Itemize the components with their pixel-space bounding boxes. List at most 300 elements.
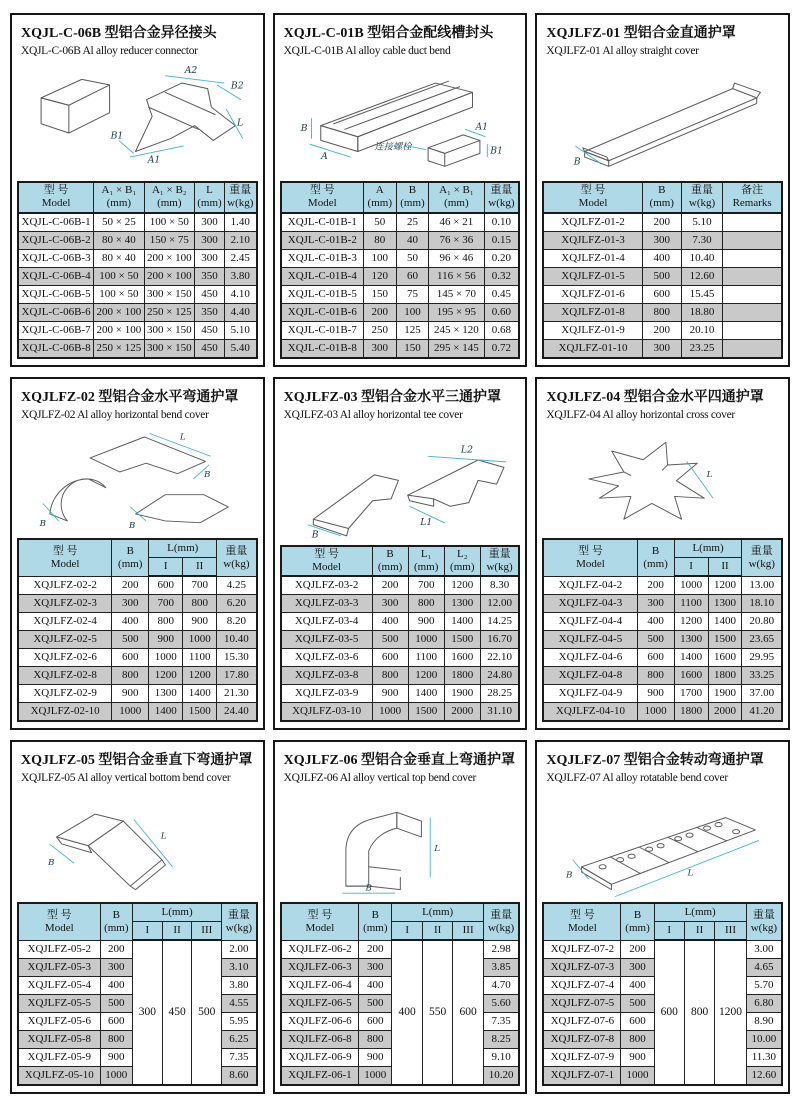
table-row	[18, 267, 257, 285]
table-cell: 1500	[183, 703, 217, 722]
table-cell: 700	[149, 595, 183, 613]
column-subheader: I	[133, 922, 163, 941]
table-cell: 4.10	[224, 285, 256, 303]
table-cell: 23.25	[681, 339, 722, 358]
table-cell: 300	[621, 958, 654, 976]
merged-length-cell: 600	[453, 940, 483, 1085]
table-cell: 21.30	[217, 685, 257, 703]
table-row	[543, 285, 782, 303]
table-cell: XQJLFZ-07-8	[543, 1030, 621, 1048]
table-cell: 200	[642, 213, 681, 232]
table-cell: 2.10	[224, 231, 256, 249]
table-cell: XQJL-C-06B-1	[18, 213, 94, 232]
panel-title-block	[537, 379, 788, 421]
table-cell: 1800	[444, 667, 480, 685]
table-cell	[723, 339, 782, 358]
spec-table-container	[12, 181, 263, 364]
table-cell: 600	[149, 576, 183, 595]
table-cell: 18.80	[681, 303, 722, 321]
table-row	[281, 213, 520, 232]
table-cell: 23.65	[742, 631, 782, 649]
table-cell: 13.00	[742, 576, 782, 595]
table-cell: 24.80	[480, 667, 519, 685]
table-row	[18, 249, 257, 267]
table-cell: XQJLFZ-03-3	[281, 595, 372, 613]
table-cell: 1500	[708, 631, 742, 649]
table-cell: 250 × 125	[144, 303, 194, 321]
table-cell: 295 × 145	[429, 339, 484, 358]
table-cell: 800	[149, 613, 183, 631]
table-cell: 1400	[408, 685, 444, 703]
table-cell: 5.60	[483, 994, 519, 1012]
column-header: 型 号 Model	[543, 903, 621, 940]
table-cell: 1300	[708, 595, 742, 613]
column-header: 型 号 Model	[18, 182, 94, 212]
product-drawing-top-bend	[275, 784, 526, 902]
table-row	[18, 613, 257, 631]
table-cell	[723, 303, 782, 321]
table-cell: XQJLFZ-01-8	[543, 303, 642, 321]
table-cell: XQJLFZ-03-5	[281, 631, 372, 649]
table-cell: XQJLFZ-05-3	[18, 958, 100, 976]
column-subheader: III	[192, 922, 222, 941]
dim-label: L	[160, 832, 167, 843]
table-cell: 80 × 40	[94, 249, 144, 267]
panel-title-cn: XQJLFZ-04 型铝合金水平四通护罩	[546, 389, 764, 405]
column-header: 重量 w(kg)	[480, 546, 519, 576]
panel-straight-cover	[535, 13, 790, 367]
column-header: 重量 w(kg)	[742, 539, 782, 576]
table-cell: 50	[396, 249, 429, 267]
column-header: B (mm)	[621, 903, 654, 940]
table-cell: 200	[637, 576, 674, 595]
table-cell: 300 × 150	[144, 339, 194, 358]
table-cell: 4.40	[224, 303, 256, 321]
table-cell: 14.25	[480, 613, 519, 631]
table-cell: XQJLFZ-06-8	[281, 1030, 359, 1048]
table-cell: XQJL-C-06B-6	[18, 303, 94, 321]
table-row	[281, 285, 520, 303]
merged-length-cell: 1200	[715, 940, 746, 1085]
table-cell: XQJLFZ-05-8	[18, 1030, 100, 1048]
table-row	[543, 613, 782, 631]
panel-title-en: XQJLFZ-07 Al alloy rotatable bend cover	[546, 772, 728, 785]
table-cell: 1300	[149, 685, 183, 703]
product-drawing-tee	[275, 421, 526, 545]
table-row	[281, 685, 520, 703]
vertical-top-bend-line-art	[279, 786, 522, 900]
reducer-connector-line-art	[16, 59, 259, 179]
panel-title-block	[12, 379, 263, 421]
table-cell: 46 × 21	[429, 213, 484, 232]
column-subheader: I	[392, 922, 422, 941]
panel-horizontal-cross-cover	[535, 377, 790, 731]
dim-label: B	[574, 156, 581, 168]
table-cell: 200 × 100	[94, 303, 144, 321]
table-row	[543, 303, 782, 321]
table-cell: 8.20	[217, 613, 257, 631]
table-row	[281, 649, 520, 667]
table-cell: 900	[100, 1048, 132, 1066]
product-drawing-cross	[537, 421, 788, 539]
table-cell: XQJL-C-06B-7	[18, 321, 94, 339]
column-subheader: I	[149, 558, 183, 577]
table-cell: 0.32	[484, 267, 519, 285]
table-cell: 16.70	[480, 631, 519, 649]
column-header: B (mm)	[112, 539, 149, 576]
table-cell: 1200	[149, 667, 183, 685]
table-cell: 1400	[674, 649, 708, 667]
table-row	[18, 649, 257, 667]
table-cell: XQJL-C-06B-3	[18, 249, 94, 267]
panel-rotatable-bend-cover	[535, 740, 790, 1094]
table-cell: 1100	[408, 649, 444, 667]
table-cell: 300 × 150	[144, 321, 194, 339]
column-header: B (mm)	[100, 903, 132, 940]
panel-title-cn: XQJLFZ-07 型铝合金转动弯通护罩	[546, 753, 764, 769]
table-row	[18, 321, 257, 339]
table-cell: XQJL-C-06B-2	[18, 231, 94, 249]
column-header: 型 号 Model	[543, 539, 637, 576]
dim-label: B	[365, 883, 372, 894]
table-cell: 20.10	[681, 321, 722, 339]
table-cell: 20.80	[742, 613, 782, 631]
column-header: 型 号 Model	[281, 546, 372, 576]
spec-table	[280, 181, 521, 358]
table-cell: 1200	[444, 576, 480, 595]
table-cell: 1000	[637, 703, 674, 722]
panel-title-cn: XQJL-C-01B 型铝合金配线槽封头	[283, 26, 494, 41]
table-cell: 1100	[183, 649, 217, 667]
panel-title-en: XQJLFZ-01 Al alloy straight cover	[546, 45, 699, 57]
panel-horizontal-bend-cover	[10, 377, 265, 731]
table-cell: 1000	[408, 631, 444, 649]
table-cell: XQJLFZ-06-5	[281, 994, 359, 1012]
table-cell	[723, 231, 782, 249]
table-cell: 5.40	[224, 339, 256, 358]
table-cell: XQJLFZ-03-10	[281, 703, 372, 722]
table-cell: XQJLFZ-01-6	[543, 285, 642, 303]
table-cell: 24.40	[217, 703, 257, 722]
table-row	[18, 595, 257, 613]
panel-title-cn: XQJLFZ-06 型铝合金垂直上弯通护罩	[283, 753, 516, 769]
merged-length-cell: 800	[684, 940, 714, 1085]
table-cell: 500	[637, 631, 674, 649]
table-cell: 1000	[149, 649, 183, 667]
table-cell: XQJLFZ-07-3	[543, 958, 621, 976]
table-cell: XQJLFZ-06-4	[281, 976, 359, 994]
table-cell: 50 × 25	[94, 213, 144, 232]
table-cell: 300	[363, 339, 396, 358]
table-row	[543, 595, 782, 613]
column-header: A₁ × B₁ (mm)	[429, 182, 484, 212]
column-header: L (mm)	[195, 182, 225, 212]
table-cell: XQJLFZ-04-10	[543, 703, 637, 722]
dim-label: B1	[489, 145, 503, 157]
table-cell: 3.10	[222, 958, 257, 976]
table-cell: 31.10	[480, 703, 519, 722]
table-cell: 600	[637, 649, 674, 667]
table-cell: XQJLFZ-01-4	[543, 249, 642, 267]
table-cell: XQJLFZ-05-2	[18, 940, 100, 958]
panel-title-cn: XQJLFZ-03 型铝合金水平三通护罩	[283, 389, 502, 405]
panel-title-en: XQJLFZ-06 Al alloy vertical top bend cover	[283, 772, 477, 785]
table-cell: 60	[396, 267, 429, 285]
table-row	[18, 303, 257, 321]
panel-title-block	[275, 742, 526, 784]
column-header: A (mm)	[363, 182, 396, 212]
table-cell: 10.40	[217, 631, 257, 649]
table-cell: 600	[112, 649, 149, 667]
table-cell: XQJLFZ-07-1	[543, 1066, 621, 1085]
table-cell: 0.20	[484, 249, 519, 267]
table-cell: 1000	[183, 631, 217, 649]
table-cell: 3.80	[224, 267, 256, 285]
table-cell: 0.45	[484, 285, 519, 303]
column-header: L(mm)	[149, 539, 217, 558]
table-cell: 75	[396, 285, 429, 303]
table-cell: XQJLFZ-03-6	[281, 649, 372, 667]
table-row	[281, 249, 520, 267]
table-cell: 900	[621, 1048, 654, 1066]
table-cell: 500	[642, 267, 681, 285]
table-cell: 700	[408, 576, 444, 595]
table-cell: 8.25	[483, 1030, 519, 1048]
table-row	[281, 303, 520, 321]
table-row	[543, 576, 782, 595]
column-header: 型 号 Model	[281, 903, 359, 940]
table-cell: XQJL-C-01B-7	[281, 321, 364, 339]
dim-label: L	[236, 117, 244, 129]
panel-vertical-top-bend-cover	[273, 740, 528, 1094]
table-cell: 6.80	[746, 994, 782, 1012]
table-cell: XQJLFZ-03-9	[281, 685, 372, 703]
table-row	[281, 703, 520, 722]
table-cell: 3.80	[222, 976, 257, 994]
table-cell: 40	[396, 231, 429, 249]
table-cell: 450	[195, 339, 225, 358]
table-cell: XQJLFZ-04-3	[543, 595, 637, 613]
table-cell: 400	[100, 976, 132, 994]
table-row	[18, 213, 257, 232]
dim-label: B	[39, 518, 47, 529]
column-header: L₂ (mm)	[444, 546, 480, 576]
table-cell: 1000	[674, 576, 708, 595]
table-cell: 116 × 56	[429, 267, 484, 285]
dim-label: B	[48, 858, 55, 869]
column-header: L(mm)	[392, 903, 483, 922]
table-cell: 400	[621, 976, 654, 994]
table-row	[281, 339, 520, 358]
table-cell: 350	[195, 303, 225, 321]
table-cell: XQJL-C-06B-4	[18, 267, 94, 285]
table-cell	[723, 321, 782, 339]
dim-label: A1	[147, 154, 161, 166]
spec-table-container	[12, 538, 263, 728]
table-cell: 11.30	[746, 1048, 782, 1066]
table-cell: 600	[100, 1012, 132, 1030]
table-cell: XQJL-C-01B-4	[281, 267, 364, 285]
table-cell: XQJLFZ-06-3	[281, 958, 359, 976]
table-cell: 12.60	[681, 267, 722, 285]
table-cell: 0.72	[484, 339, 519, 358]
table-cell: 800	[637, 667, 674, 685]
column-subheader: I	[674, 558, 708, 577]
panel-title-block	[537, 15, 788, 57]
table-cell: 400	[372, 613, 408, 631]
table-cell: 1900	[708, 685, 742, 703]
table-cell: 12.00	[480, 595, 519, 613]
cross-cover-line-art	[541, 423, 784, 537]
column-subheader: II	[422, 922, 452, 941]
table-cell: 1200	[674, 613, 708, 631]
table-cell	[723, 267, 782, 285]
table-cell: 800	[372, 667, 408, 685]
column-header: 重量 w(kg)	[224, 182, 256, 212]
table-cell: 8.60	[222, 1066, 257, 1085]
table-cell: 200 × 100	[144, 267, 194, 285]
table-cell: 1000	[112, 703, 149, 722]
table-row	[543, 667, 782, 685]
column-header: A₁ × B₁ (mm)	[94, 182, 144, 212]
table-cell: XQJLFZ-06-1	[281, 1066, 359, 1085]
panel-title-block	[537, 742, 788, 784]
table-cell: 800	[642, 303, 681, 321]
panel-title-cn: XQJLFZ-02 型铝合金水平弯通护罩	[21, 389, 239, 405]
product-drawing-reducer	[12, 57, 263, 181]
table-cell: 1000	[359, 1066, 392, 1085]
table-cell: XQJLFZ-07-4	[543, 976, 621, 994]
cable-duct-line-art	[279, 59, 522, 179]
table-row	[543, 321, 782, 339]
table-cell: 1100	[674, 595, 708, 613]
table-cell: 200	[363, 303, 396, 321]
table-cell: 2000	[444, 703, 480, 722]
table-cell: XQJLFZ-04-6	[543, 649, 637, 667]
table-cell: 2000	[708, 703, 742, 722]
merged-length-cell: 500	[192, 940, 222, 1085]
table-cell: 33.25	[742, 667, 782, 685]
table-cell: 80	[363, 231, 396, 249]
table-cell: XQJLFZ-02-10	[18, 703, 112, 722]
spec-table	[17, 538, 258, 722]
table-cell: XQJLFZ-01-10	[543, 339, 642, 358]
table-cell: 1300	[674, 631, 708, 649]
column-header: L(mm)	[654, 903, 746, 922]
table-cell	[723, 285, 782, 303]
table-cell: 29.95	[742, 649, 782, 667]
table-cell: XQJL-C-01B-5	[281, 285, 364, 303]
table-cell: XQJL-C-01B-6	[281, 303, 364, 321]
table-cell: 800	[183, 595, 217, 613]
table-cell: 500	[621, 994, 654, 1012]
table-row	[281, 940, 520, 958]
table-row	[543, 267, 782, 285]
dim-label: L1	[419, 516, 432, 528]
horizontal-bend-line-art	[16, 423, 259, 537]
table-cell: 4.65	[746, 958, 782, 976]
product-drawing-rotatable-bend	[537, 784, 788, 902]
table-cell: XQJLFZ-06-2	[281, 940, 359, 958]
column-subheader: II	[183, 558, 217, 577]
table-cell: XQJLFZ-05-10	[18, 1066, 100, 1085]
dim-label: B	[128, 520, 136, 531]
table-cell: 400	[112, 613, 149, 631]
column-header: 重量 w(kg)	[217, 539, 257, 576]
table-cell: XQJL-C-06B-5	[18, 285, 94, 303]
table-cell: 1600	[444, 649, 480, 667]
table-cell: XQJLFZ-04-5	[543, 631, 637, 649]
table-cell: 600	[372, 649, 408, 667]
column-header: 型 号 Model	[18, 903, 100, 940]
column-header: 重量 w(kg)	[681, 182, 722, 212]
table-cell	[723, 249, 782, 267]
straight-cover-line-art	[541, 59, 784, 179]
table-cell: XQJLFZ-07-6	[543, 1012, 621, 1030]
table-row	[18, 339, 257, 358]
panel-title-block	[12, 742, 263, 784]
panel-title-en: XQJLFZ-03 Al alloy horizontal tee cover	[283, 408, 463, 421]
table-cell: XQJLFZ-02-2	[18, 576, 112, 595]
panel-title-en: XQJLFZ-02 Al alloy horizontal bend cover	[21, 408, 209, 421]
dim-label: L2	[460, 444, 473, 456]
table-cell: 5.10	[681, 213, 722, 232]
panel-title-cn: XQJLFZ-01 型铝合金直通护罩	[546, 26, 736, 41]
column-subheader: I	[654, 922, 684, 941]
table-cell: 300	[195, 249, 225, 267]
table-cell: 41.20	[742, 703, 782, 722]
table-cell: 1800	[674, 703, 708, 722]
table-cell: 1200	[408, 667, 444, 685]
column-header: B (mm)	[396, 182, 429, 212]
column-header: 型 号 Model	[281, 182, 364, 212]
column-header: B (mm)	[637, 539, 674, 576]
table-cell: 800	[408, 595, 444, 613]
table-cell: XQJLFZ-04-9	[543, 685, 637, 703]
table-row	[18, 576, 257, 595]
table-cell: 1700	[674, 685, 708, 703]
column-header: 型 号 Model	[18, 539, 112, 576]
spec-table	[542, 902, 783, 1086]
table-cell: XQJLFZ-05-4	[18, 976, 100, 994]
table-cell: 6.25	[222, 1030, 257, 1048]
table-cell: 9.10	[483, 1048, 519, 1066]
spec-table	[17, 181, 258, 358]
table-cell: 300	[195, 213, 225, 232]
table-cell: 700	[183, 576, 217, 595]
table-cell: 1400	[183, 685, 217, 703]
column-subheader: II	[684, 922, 714, 941]
dim-label: B	[311, 529, 319, 541]
table-cell: 200	[621, 940, 654, 958]
table-cell: XQJLFZ-01-5	[543, 267, 642, 285]
table-row	[281, 631, 520, 649]
table-cell: 600	[359, 1012, 392, 1030]
table-cell: 3.00	[746, 940, 782, 958]
table-cell: 150	[396, 339, 429, 358]
table-cell: XQJL-C-01B-2	[281, 231, 364, 249]
dim-label: A2	[184, 64, 198, 76]
spec-table	[542, 181, 783, 358]
table-cell: 245 × 120	[429, 321, 484, 339]
table-cell: 145 × 70	[429, 285, 484, 303]
table-cell: 15.30	[217, 649, 257, 667]
table-cell: 6.20	[217, 595, 257, 613]
table-cell: 1400	[708, 613, 742, 631]
dim-label: L	[706, 469, 713, 480]
table-cell: 300	[372, 595, 408, 613]
table-cell: 300	[195, 231, 225, 249]
